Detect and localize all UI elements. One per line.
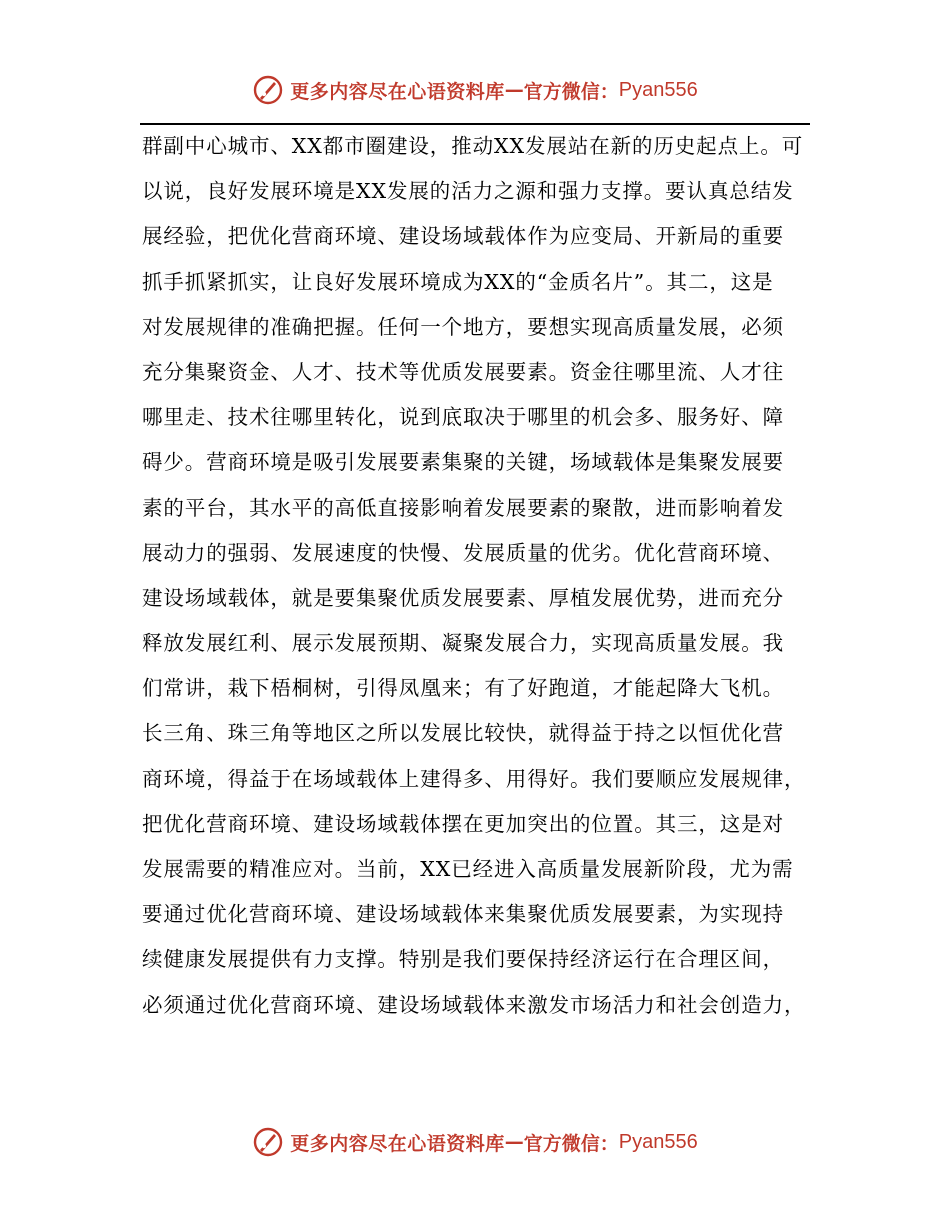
body-line: 长三角、珠三角等地区之所以发展比较快，就得益于持之以恒优化营 (142, 721, 784, 746)
body-line: 对发展规律的准确把握。任何一个地方，要想实现高质量发展，必须 (142, 314, 784, 339)
body-line: 释放发展红利、展示发展预期、凝聚发展合力，实现高质量发展。我 (142, 631, 784, 656)
footer-banner-dash: — (504, 1131, 524, 1153)
body-line: 展经验，把优化营商环境、建设场域载体作为应变局、开新局的重要 (142, 224, 784, 249)
footer-banner-text: 更多内容尽在心语资料库 (290, 1132, 505, 1155)
header-banner-dash: — (504, 79, 524, 101)
body-line: 要通过优化营商环境、建设场域载体来集聚优质发展要素，为实现持 (142, 902, 784, 927)
body-line: 发展需要的精准应对。当前，XX已经进入高质量发展新阶段，尤为需 (142, 857, 794, 881)
body-line: 素的平台，其水平的高低直接影响着发展要素的聚散，进而影响着发 (142, 495, 784, 520)
body-line: 展动力的强弱、发展速度的快慢、发展质量的优劣。优化营商环境、 (142, 540, 784, 565)
document-body (142, 124, 812, 1028)
footer-wechat-id: Pyan556 (618, 1130, 698, 1153)
header-banner (0, 70, 950, 110)
body-line: 哪里走、技术往哪里转化，说到底取决于哪里的机会多、服务好、障 (142, 405, 784, 430)
footer-banner (0, 1122, 950, 1162)
header-wechat-label: 官方微信： (523, 80, 619, 103)
body-line: 建设场域载体，就是要集聚优质发展要素、厚植发展优势，进而充分 (142, 585, 784, 610)
header-wechat-id: Pyan556 (618, 78, 698, 101)
header-banner-text: 更多内容尽在心语资料库 (290, 80, 505, 103)
body-line: 必须通过优化营商环境、建设场域载体来激发市场活力和社会创造力， (142, 992, 806, 1017)
body-line: 抓手抓紧抓实，让良好发展环境成为XX的“金质名片”。其二，这是 (142, 269, 774, 294)
body-line: 碍少。营商环境是吸引发展要素集聚的关键，场域载体是集聚发展要 (142, 450, 784, 475)
body-line: 续健康发展提供有力支撑。特别是我们要保持经济运行在合理区间， (142, 947, 784, 972)
quill-logo-icon (252, 1126, 284, 1158)
body-line: 充分集聚资金、人才、技术等优质发展要素。资金往哪里流、人才往 (142, 359, 784, 384)
body-line: 以说，良好发展环境是XX发展的活力之源和强力支撑。要认真总结发 (142, 179, 794, 204)
quill-logo-icon (252, 74, 284, 106)
footer-wechat-label: 官方微信： (523, 1132, 619, 1155)
body-line: 们常讲，栽下梧桐树，引得凤凰来；有了好跑道，才能起降大飞机。 (142, 676, 784, 701)
body-line: 把优化营商环境、建设场域载体摆在更加突出的位置。其三，这是对 (142, 811, 784, 836)
body-line: 群副中心城市、XX都市圈建设，推动XX发展站在新的历史起点上。可 (142, 134, 804, 158)
body-line: 商环境，得益于在场域载体上建得多、用得好。我们要顺应发展规律， (142, 766, 806, 791)
